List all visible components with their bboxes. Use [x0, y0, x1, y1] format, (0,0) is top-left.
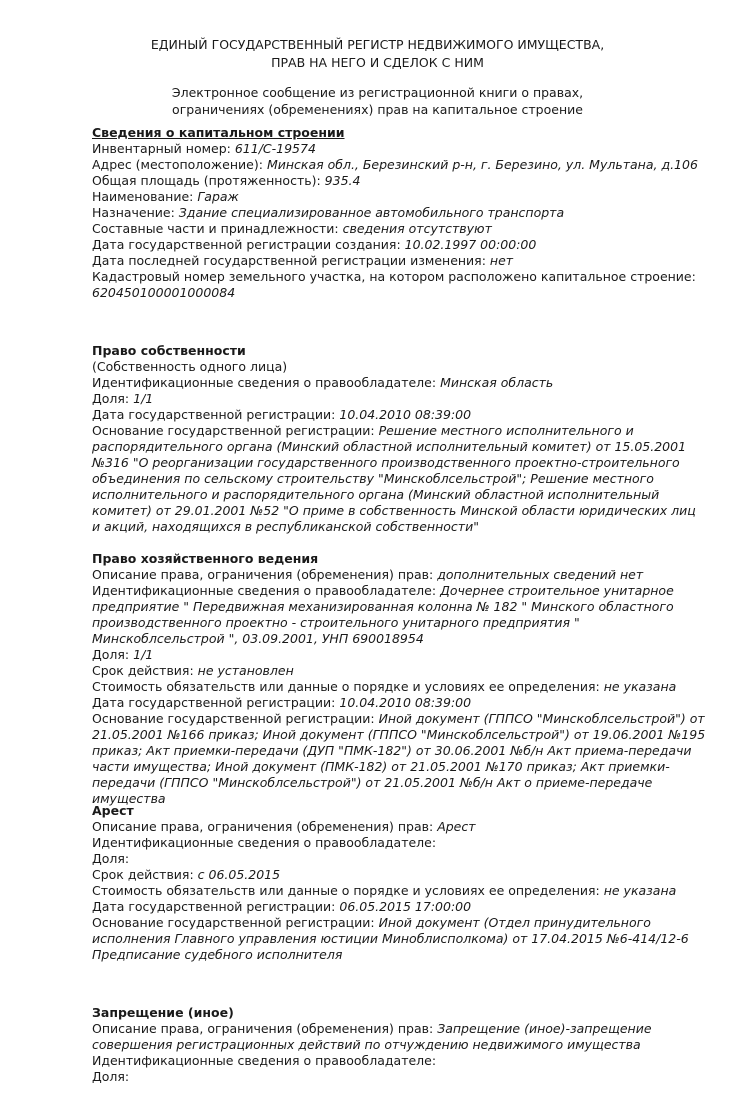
section-title: Арест — [92, 803, 134, 818]
field-row — [92, 899, 706, 915]
field-label: Идентификационные сведения о правообладателе: — [92, 835, 437, 850]
field-label: Дата государственной регистрации создания: — [92, 237, 401, 252]
field-value: Здание специализированное автомобильного транспорта — [178, 205, 565, 220]
field-label: Срок действия: — [92, 867, 194, 882]
field-row — [92, 375, 706, 391]
field-row — [92, 583, 706, 647]
field-value: 10.02.1997 00:00:00 — [404, 237, 537, 252]
field-value: 935.4 — [324, 173, 361, 188]
field-row — [92, 1053, 706, 1069]
field-row — [92, 851, 706, 867]
section-economic-management-right — [92, 551, 706, 807]
field-row — [92, 711, 706, 807]
field-label: Адрес (местоположение): — [92, 157, 263, 172]
field-label: Срок действия: — [92, 663, 194, 678]
field-row — [92, 567, 706, 583]
field-value: 1/1 — [133, 647, 154, 662]
field-value: не установлен — [197, 663, 294, 678]
field-label: Кадастровый номер земельного участка, на котором расположено капитальное строение: — [92, 269, 696, 284]
field-label: Идентификационные сведения о правообладателе: — [92, 375, 437, 390]
document-subtitle — [0, 84, 755, 118]
section-ownership-right — [92, 343, 706, 535]
field-value: 611/С-19574 — [234, 141, 316, 156]
field-label: Идентификационные сведения о правообладателе: — [92, 1053, 437, 1068]
field-value: Запрещение (иное)-запрещение совершения регистрационных действий по отчуждению недвижимого имущества — [92, 1021, 652, 1052]
field-row — [92, 269, 706, 301]
field-label: Описание права, ограничения (обременения) прав: — [92, 1021, 434, 1036]
field-row — [92, 1069, 706, 1085]
field-label: Общая площадь (протяженность): — [92, 173, 321, 188]
field-value: дополнительных сведений нет — [437, 567, 644, 582]
field-value: Гараж — [197, 189, 239, 204]
field-row — [92, 141, 706, 157]
field-row — [92, 407, 706, 423]
field-label: Доля: — [92, 1069, 130, 1084]
field-value: 10.04.2010 08:39:00 — [339, 695, 472, 710]
field-label: Назначение: — [92, 205, 175, 220]
field-label: Инвентарный номер: — [92, 141, 231, 156]
field-row — [92, 1021, 706, 1053]
field-value: 1/1 — [133, 391, 154, 406]
field-value: Дочернее строительное унитарное предприятие " Передвижная механизированная колонна № 182 " Минского областного производственного проектно - строительного унитарного предприятия " Минскоблсельстрой ", 03.09.2001, УНП 690018954 — [92, 583, 674, 646]
field-value: 10.04.2010 08:39:00 — [339, 407, 472, 422]
field-row — [92, 883, 706, 899]
field-row — [92, 173, 706, 189]
field-value: Иной документ (Отдел принудительного исполнения Главного управления юстиции Миноблисполкома) от 17.04.2015 №6-414/12-6 Предписание судебного исполнителя — [92, 915, 689, 962]
document-subtitle-line2: ограничениях (обременениях) прав на капитальное строение — [172, 102, 583, 117]
field-label: Дата последней государственной регистрации изменения: — [92, 253, 486, 268]
field-row — [92, 679, 706, 695]
field-row — [92, 695, 706, 711]
field-value: 620450100001000084 — [92, 285, 236, 300]
field-label: (Собственность одного лица) — [92, 359, 288, 374]
field-value: Решение местного исполнительного и распорядительного органа (Минский областной исполнительный комитет) от 15.05.2001 №316 "О реорганизации государственного производственного проектно-строительного объединения по сельскому строительству "Минскоблсельстрой"; Решение местного исполнительного и распорядительного органа (Минский областной исполнительный комитет) от 29.01.2001 №52 "О приме в собственность Минской области юридических лиц и акций, находящихся в республиканской собственности" — [92, 423, 696, 534]
field-value: Иной документ (ГППСО "Минскоблсельстрой") от 21.05.2001 №166 приказ; Иной документ (ГППСО "Минскоблсельстрой") от 19.06.2001 №195 приказ; Акт приемки-передачи (ДУП "ПМК-182") от 30.06.2001 №б/н Акт приема-передачи части имущества; Иной документ (ПМК-182) от 21.05.2001 №170 приказ; Акт приемки-передачи (ГППСО "Минскоблсельстрой") от 21.05.2001 №б/н Акт о приеме-передаче имущества — [92, 711, 706, 806]
field-value: не указана — [603, 883, 677, 898]
field-value: сведения отсутствуют — [342, 221, 492, 236]
field-row — [92, 237, 706, 253]
field-label: Основание государственной регистрации: — [92, 423, 375, 438]
field-row — [92, 835, 706, 851]
field-label: Дата государственной регистрации: — [92, 899, 336, 914]
field-label: Основание государственной регистрации: — [92, 711, 375, 726]
field-label: Доля: — [92, 391, 130, 406]
section-prohibition — [92, 1005, 706, 1085]
field-label: Дата государственной регистрации: — [92, 407, 336, 422]
document-subtitle-line1: Электронное сообщение из регистрационной книги о правах, — [171, 85, 584, 100]
field-row — [92, 359, 706, 375]
field-row — [92, 423, 706, 535]
field-row — [92, 663, 706, 679]
field-value: Минская область — [440, 375, 554, 390]
field-row — [92, 819, 706, 835]
field-value: Минская обл., Березинский р-н, г. Березино, ул. Мультана, д.106 — [266, 157, 698, 172]
field-label: Описание права, ограничения (обременения) прав: — [92, 819, 434, 834]
section-arrest — [92, 803, 706, 963]
field-label: Дата государственной регистрации: — [92, 695, 336, 710]
field-value: нет — [489, 253, 514, 268]
field-value: Арест — [437, 819, 476, 834]
field-value: не указана — [603, 679, 677, 694]
field-row — [92, 157, 706, 173]
field-label: Идентификационные сведения о правообладателе: — [92, 583, 437, 598]
field-row — [92, 647, 706, 663]
field-row — [92, 867, 706, 883]
field-label: Стоимость обязательств или данные о порядке и условиях ее определения: — [92, 679, 600, 694]
field-row — [92, 391, 706, 407]
section-capital-structure — [92, 125, 706, 301]
field-row — [92, 915, 706, 963]
field-label: Доля: — [92, 647, 130, 662]
document-title-line1: ЕДИНЫЙ ГОСУДАРСТВЕННЫЙ РЕГИСТР НЕДВИЖИМОГО ИМУЩЕСТВА, — [150, 37, 605, 52]
document-title-line2: ПРАВ НА НЕГО И СДЕЛОК С НИМ — [271, 55, 484, 70]
field-label: Составные части и принадлежности: — [92, 221, 339, 236]
field-label: Описание права, ограничения (обременения) прав: — [92, 567, 434, 582]
field-label: Наименование: — [92, 189, 194, 204]
field-label: Основание государственной регистрации: — [92, 915, 375, 930]
field-value: с 06.05.2015 — [197, 867, 281, 882]
field-label: Доля: — [92, 851, 130, 866]
field-row — [92, 189, 706, 205]
field-row — [92, 205, 706, 221]
section-title: Право хозяйственного ведения — [92, 551, 319, 566]
field-value: 06.05.2015 17:00:00 — [339, 899, 472, 914]
field-label: Стоимость обязательств или данные о порядке и условиях ее определения: — [92, 883, 600, 898]
field-row — [92, 253, 706, 269]
section-title: Сведения о капитальном строении — [92, 125, 345, 140]
field-row — [92, 221, 706, 237]
section-title: Запрещение (иное) — [92, 1005, 234, 1020]
section-title: Право собственности — [92, 343, 246, 358]
document-title — [0, 36, 755, 72]
